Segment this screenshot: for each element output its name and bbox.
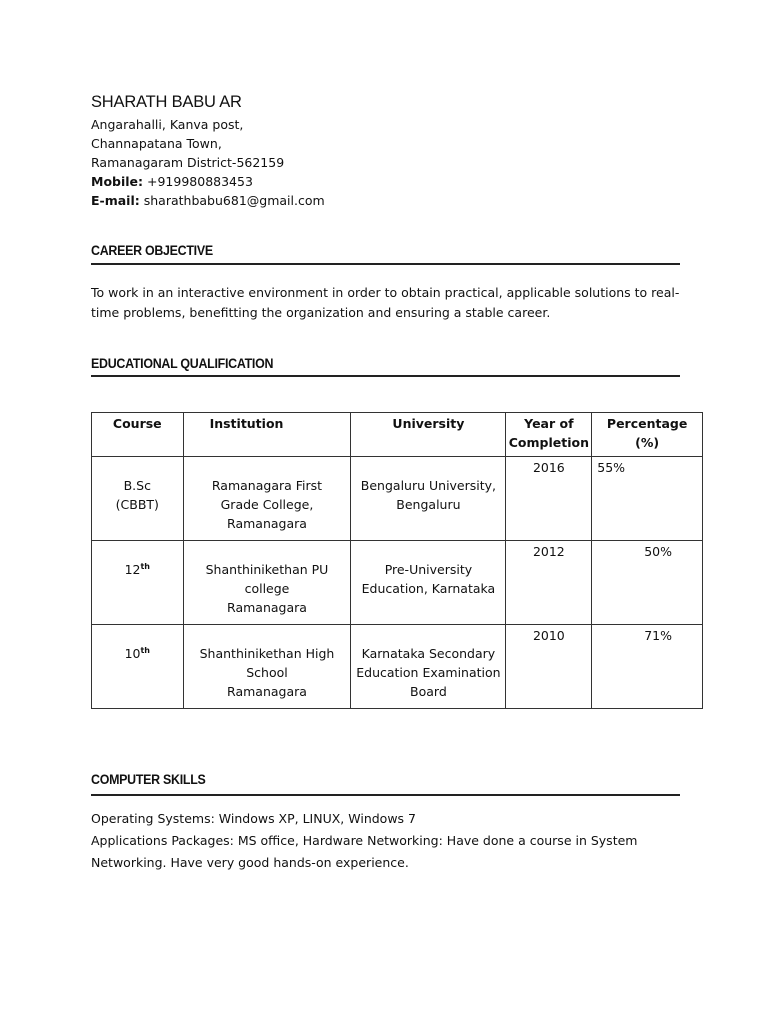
email-value: sharathbabu681@gmail.com [139, 193, 325, 208]
university-text: Pre-University [384, 562, 473, 577]
percentage-text: 55% [597, 460, 626, 475]
table-row [92, 625, 703, 709]
paragraph-line: Applications Packages: MS office, Hardware Networking: Have done a course in System [91, 833, 638, 848]
percentage-cell [592, 541, 703, 625]
institution-text: Ramanagara [227, 600, 307, 615]
course-text: B.Sc [123, 478, 151, 493]
computer-skills-heading: COMPUTER SKILLS [91, 772, 206, 787]
percentage-cell [592, 625, 703, 709]
percentage-cell [592, 457, 703, 541]
university-text: Education, Karnataka [361, 581, 496, 596]
year-cell [506, 625, 592, 709]
institution-cell [183, 625, 351, 709]
paragraph-line: Networking. Have very good hands-on experience. [91, 855, 409, 870]
year-text: 2012 [532, 544, 565, 559]
university-cell [351, 457, 506, 541]
career-objective-heading: CAREER OBJECTIVE [91, 243, 213, 258]
email-line [91, 191, 325, 210]
table-row [92, 541, 703, 625]
institution-cell [183, 457, 351, 541]
header-label: Course [112, 416, 162, 431]
institution-text: Ramanagara First [211, 478, 323, 493]
table-header-row [92, 413, 703, 457]
university-text: Bengaluru [396, 497, 461, 512]
column-header-institution [183, 413, 351, 457]
course-cell [92, 541, 184, 625]
header-label: Year of [524, 416, 574, 431]
header-label: (%) [635, 435, 660, 450]
university-text: Board [410, 684, 447, 699]
table-row [92, 457, 703, 541]
email-label: E-mail: [91, 193, 140, 208]
institution-text: Shanthinikethan High [199, 646, 335, 661]
education-table [91, 412, 703, 709]
paragraph-line: Operating Systems: Windows XP, LINUX, Windows 7 [91, 811, 416, 826]
institution-text: Ramanagara [227, 516, 307, 531]
header-label: Completion [508, 435, 589, 450]
education-heading: EDUCATIONAL QUALIFICATION [91, 356, 274, 371]
computer-skills-text [91, 808, 681, 874]
year-text: 2010 [532, 628, 565, 643]
section-divider [91, 263, 680, 265]
course-text: 10 [124, 646, 141, 661]
percentage-text: 50% [644, 544, 672, 559]
year-cell [506, 541, 592, 625]
percentage-text: 71% [644, 628, 672, 643]
university-text: Karnataka Secondary [361, 646, 496, 661]
course-superscript: th [140, 645, 150, 655]
mobile-label: Mobile: [91, 174, 144, 189]
course-text: (CBBT) [115, 497, 159, 512]
column-header-percentage [592, 413, 703, 457]
course-text: 12 [124, 562, 141, 577]
institution-text: Ramanagara [227, 684, 307, 699]
course-superscript: th [140, 561, 150, 571]
header-label: Percentage [606, 416, 688, 431]
university-text: Bengaluru University, [360, 478, 497, 493]
candidate-name: SHARATH BABU AR [91, 93, 242, 111]
career-objective-text [91, 283, 681, 323]
institution-text: Grade College, [220, 497, 314, 512]
course-cell [92, 457, 184, 541]
header-label: University [392, 416, 465, 431]
year-cell [506, 457, 592, 541]
university-text: Education Examination [356, 665, 501, 680]
address-line: Angarahalli, Kanva post, [91, 117, 244, 132]
year-text: 2016 [532, 460, 565, 475]
university-cell [351, 541, 506, 625]
address-line: Channapatana Town, [91, 136, 222, 151]
mobile-value: +919980883453 [143, 174, 253, 189]
institution-text: Shanthinikethan PU [205, 562, 329, 577]
address-line: Ramanagaram District-562159 [91, 155, 285, 170]
section-divider [91, 794, 680, 796]
university-cell [351, 625, 506, 709]
course-cell [92, 625, 184, 709]
paragraph-line: time problems, benefitting the organization and ensuring a stable career. [91, 305, 551, 320]
column-header-year [506, 413, 592, 457]
mobile-line [91, 172, 325, 191]
header-label: Institution [209, 416, 284, 431]
institution-cell [183, 541, 351, 625]
institution-text: college [244, 581, 290, 596]
column-header-university [351, 413, 506, 457]
institution-text: School [246, 665, 288, 680]
section-divider [91, 375, 680, 377]
contact-block [91, 115, 325, 210]
column-header-course [92, 413, 184, 457]
paragraph-line: To work in an interactive environment in order to obtain practical, applicable solutions to real- [91, 285, 680, 300]
